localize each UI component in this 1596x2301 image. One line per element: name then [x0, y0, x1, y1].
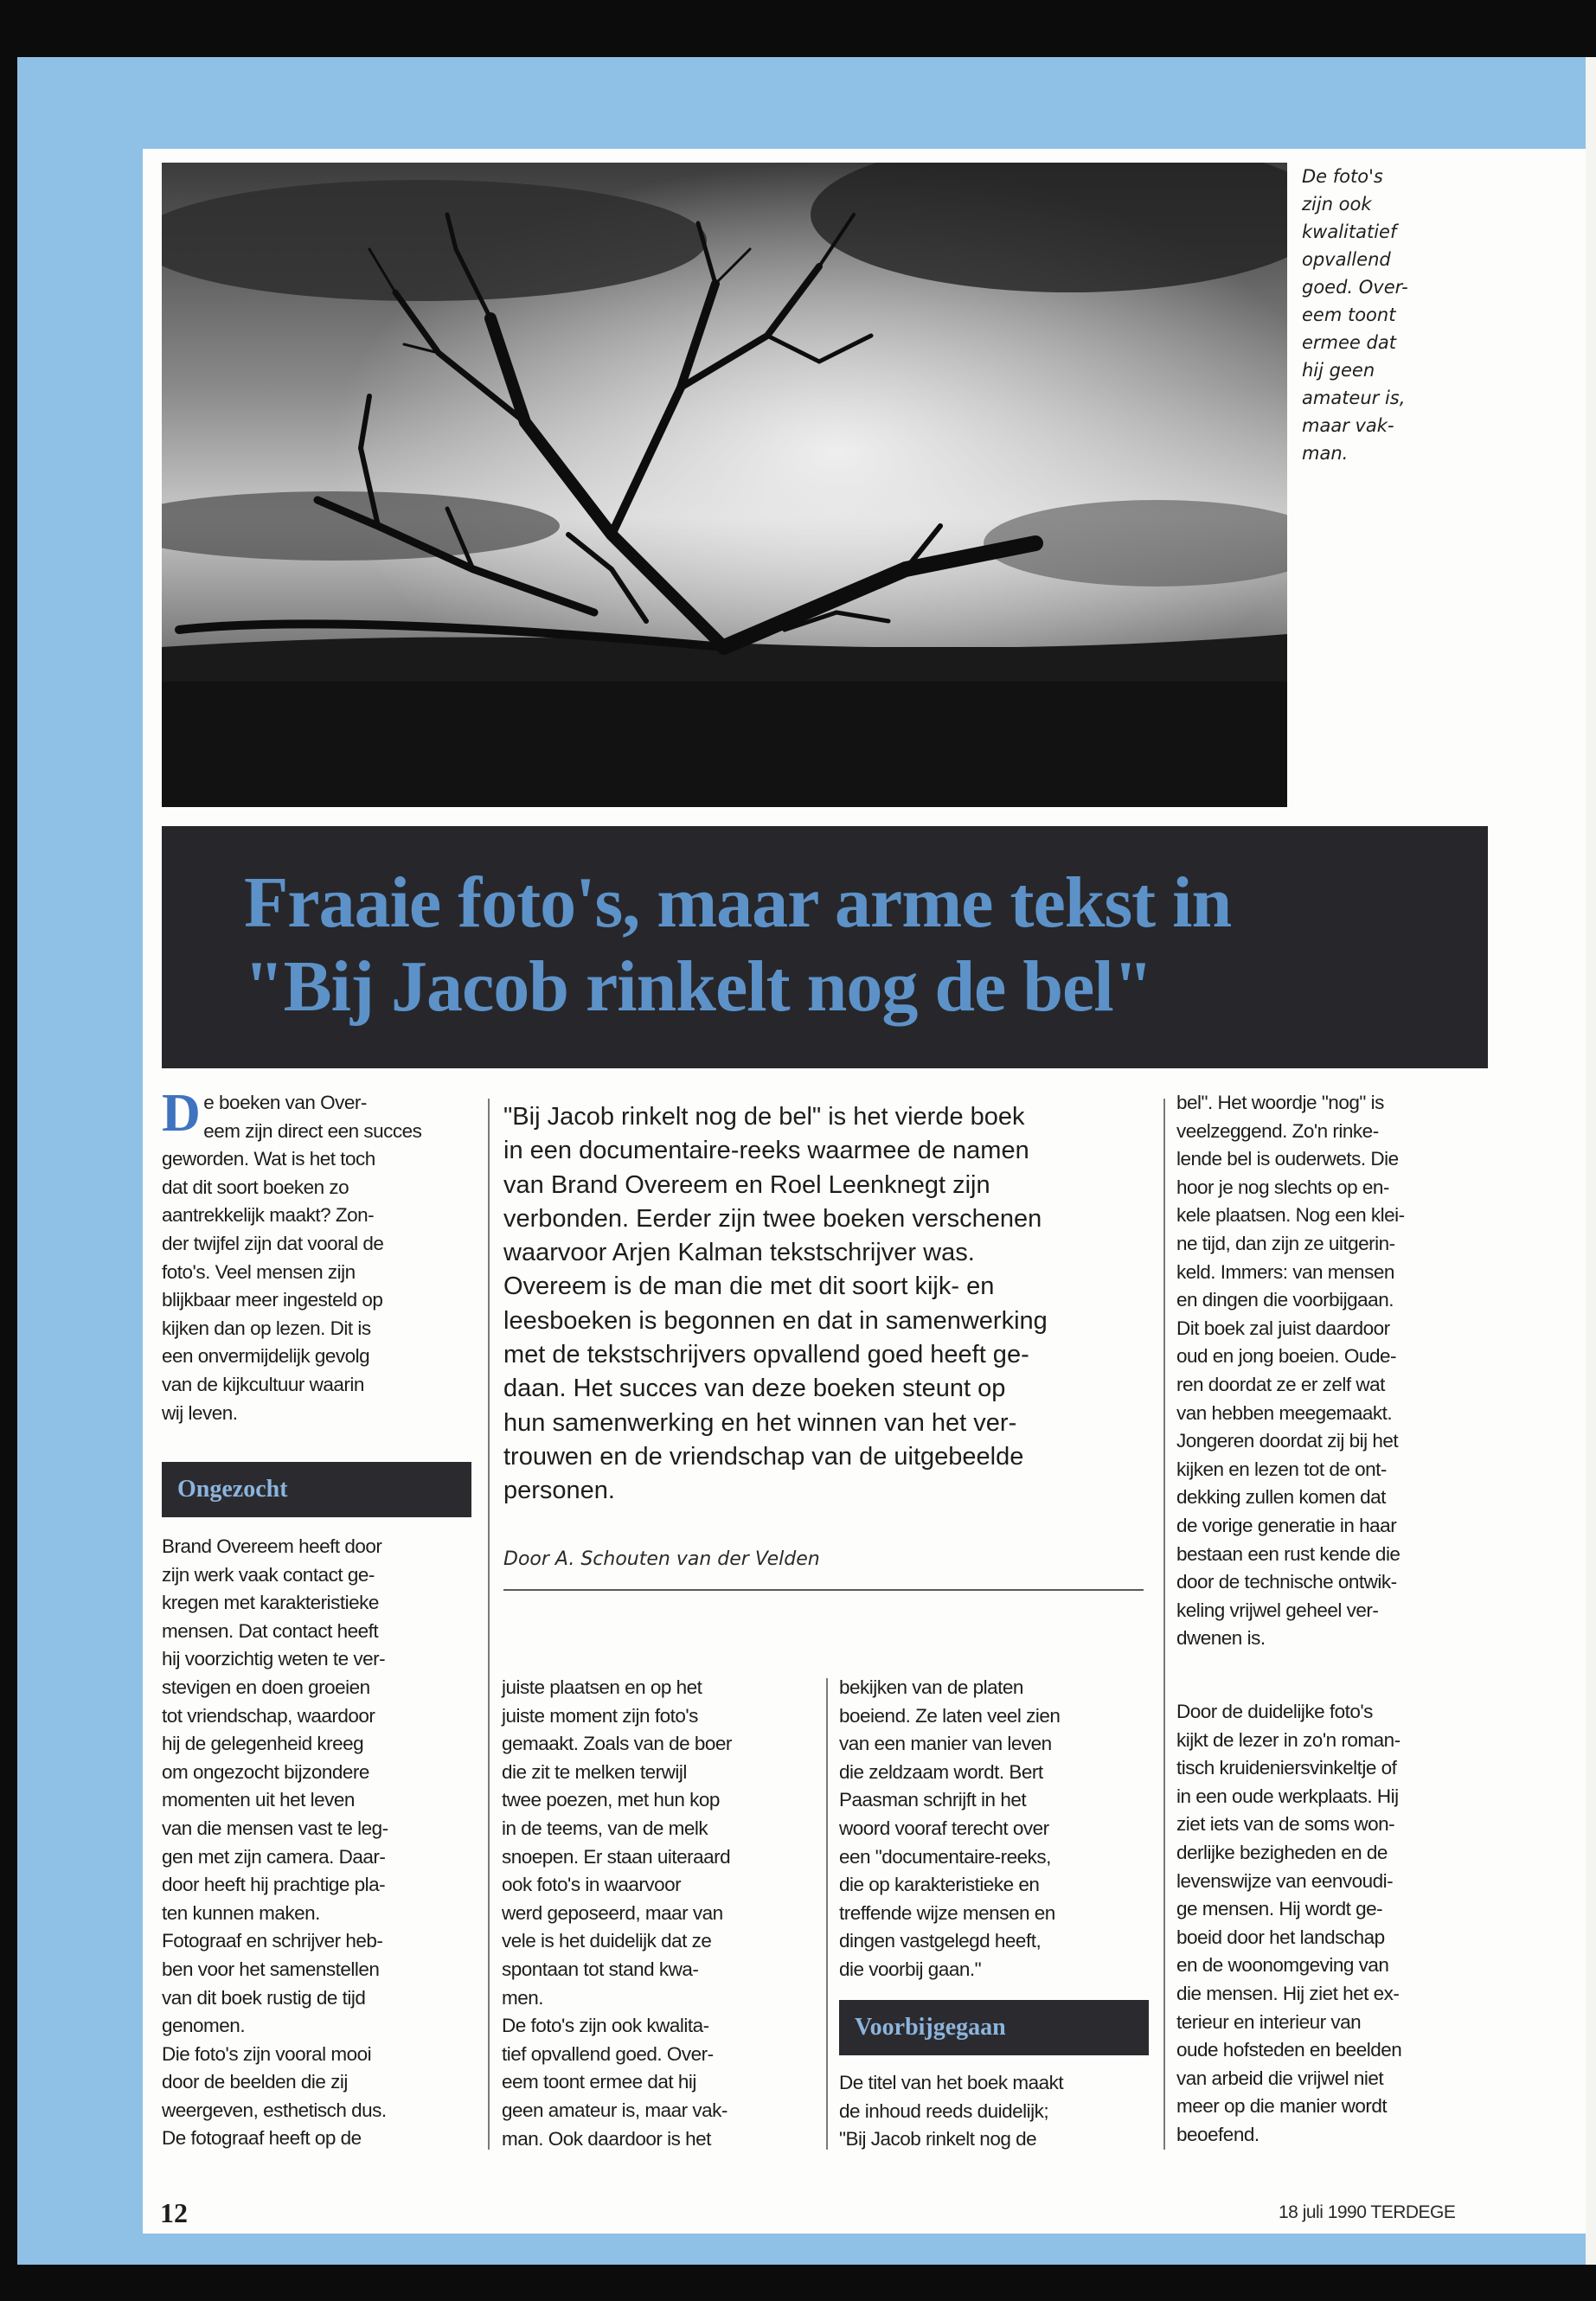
column-3-text-a: bekijken van de platen boeiend. Ze laten veel zien van een manier van leven die zeldzaam wordt. Bert Paasman schrijft in het woord vooraf terecht over een "documentaire-reeks, die op karakteristieke en treffende wijze mensen en dingen vastgelegd heeft, die voorbij gaan.": [839, 1676, 1061, 1980]
column-1-text-b: Brand Overeem heeft door zijn werk vaak contact ge- kregen met karakteristieke mensen. Dat contact heeft hij voorzichtig weten te ver- stevigen en doen groeien tot vriendschap, waardoor hij de gelegenheid kreeg om ongezocht bijzondere momenten uit het leven van die mensen vast te leg- gen met zijn camera. Daar- door heeft hij prachtige pla- ten kunnen maken. Fotograaf en schrijver heb- ben voor het samenstellen van dit boek rustig de tijd genomen. Die foto's zijn vooral mooi door de beelden die zij weergeven, esthetisch dus. De fotograaf heeft op de: [162, 1535, 388, 2150]
column-1-intro: [162, 1084, 473, 1427]
column-divider: [488, 1099, 490, 2150]
byline: Door A. Schouten van der Velden: [503, 1548, 820, 1570]
column-4-text-b: Door de duidelijke foto's kijkt de lezer in zo'n roman- tisch kruideniersvinkeltje of in een oude werkplaats. Hij ziet iets van de soms won- derlijke bezigheden en de levenswijze van eenvoudi- ge mensen. Hij wordt ge- boeid door het landschap en de woonomgeving van die mensen. Hij ziet het ex- terieur en interieur van oude hofsteden en beelden van arbeid die vrijwel niet meer op die manier wordt beoefend.: [1176, 1701, 1402, 2145]
scan-left-edge: [0, 0, 17, 2301]
scan-bottom-edge: [0, 2265, 1596, 2301]
photo-caption: De foto's zijn ook kwalitatief opvallend goed. Over- eem toont ermee dat hij geen amateur is, maar vak- man.: [1302, 166, 1408, 464]
byline-rule: [503, 1589, 1144, 1591]
column-4-text-a: bel". Het woordje "nog" is veelzeggend. Zo'n rinke- lende bel is ouderwets. Die hoor je nog slechts op en- kele plaatsen. Nog een klei- ne tijd, dan zijn ze uitgerin- keld. Immers: van mensen en dingen die voorbijgaan. Dit boek zal juist daardoor oud en jong boeien. Oude- ren doordat ze er zelf wat van hebben meegemaakt. Jongeren doordat zij bij het kijken en lezen tot de ont- dekking zullen komen dat de vorige generatie in haar bestaan een rust kende die door de technische ontwik- keling vrijwel geheel ver- dwenen is.: [1176, 1092, 1405, 1650]
scan-top-edge: [0, 0, 1596, 57]
subhead-voorbijgegaan: Voorbijgegaan: [839, 2000, 1149, 2055]
subhead-ongezocht: Ongezocht: [162, 1462, 471, 1517]
drop-cap: D: [162, 1084, 201, 1143]
article-title: Fraaie foto's, maar arme tekst in "Bij Jacob rinkelt nog de bel": [244, 862, 1232, 1027]
headline-banner: [162, 826, 1488, 1068]
column-divider: [826, 1678, 828, 2150]
publication-date: 18 juli 1990 TERDEGE: [1279, 2202, 1456, 2222]
article-intro: "Bij Jacob rinkelt nog de bel" is het vierde boek in een documentaire-reeks waarmee de namen van Brand Overeem en Roel Leenknegt zijn verbonden. Eerder zijn twee boeken verschenen waarvoor Arjen Kalman tekstschrijver was. Overeem is de man die met dit soort kijk- en leesboeken is begonnen en dat in samenwerking met de tekstschrijvers opvallend goed heeft ge- daan. Het succes van deze boeken steunt op hun samenwerking en het winnen van het ver- trouwen en de vriendschap van de uitgebeelde personen.: [503, 1103, 1048, 1505]
page-number: 12: [160, 2197, 188, 2228]
scan-right-edge: [1586, 57, 1596, 2265]
column-divider: [1163, 1099, 1165, 2150]
column-1-text-a: e boeken van Over- eem zijn direct een succes geworden. Wat is het toch dat dit soort boeken zo aantrekkelijk maakt? Zon- der twijfel zijn dat vooral de foto's. Veel mensen zijn blijkbaar meer ingesteld op kijken dan op lezen. Dit is een onvermijdelijk gevolg van de kijkcultuur waarin wij leven.: [162, 1092, 422, 1424]
column-3-text-b: De titel van het boek maakt de inhoud reeds duidelijk; "Bij Jacob rinkelt nog de: [839, 2072, 1064, 2150]
tree-silhouette-photo: [162, 163, 1287, 807]
column-2-text: juiste plaatsen en op het juiste moment zijn foto's gemaakt. Zoals van de boer die zit te melken terwijl twee poezen, met hun kop in de teems, van de melk snoepen. Er staan uiteraard ook foto's in waarvoor werd geposeerd, maar van vele is het duidelijk dat ze spontaan tot stand kwa- men. De foto's zijn ook kwalita- tief opvallend goed. Over- eem toont ermee dat hij geen amateur is, maar vak- man. Ook daardoor is het: [502, 1676, 732, 2150]
